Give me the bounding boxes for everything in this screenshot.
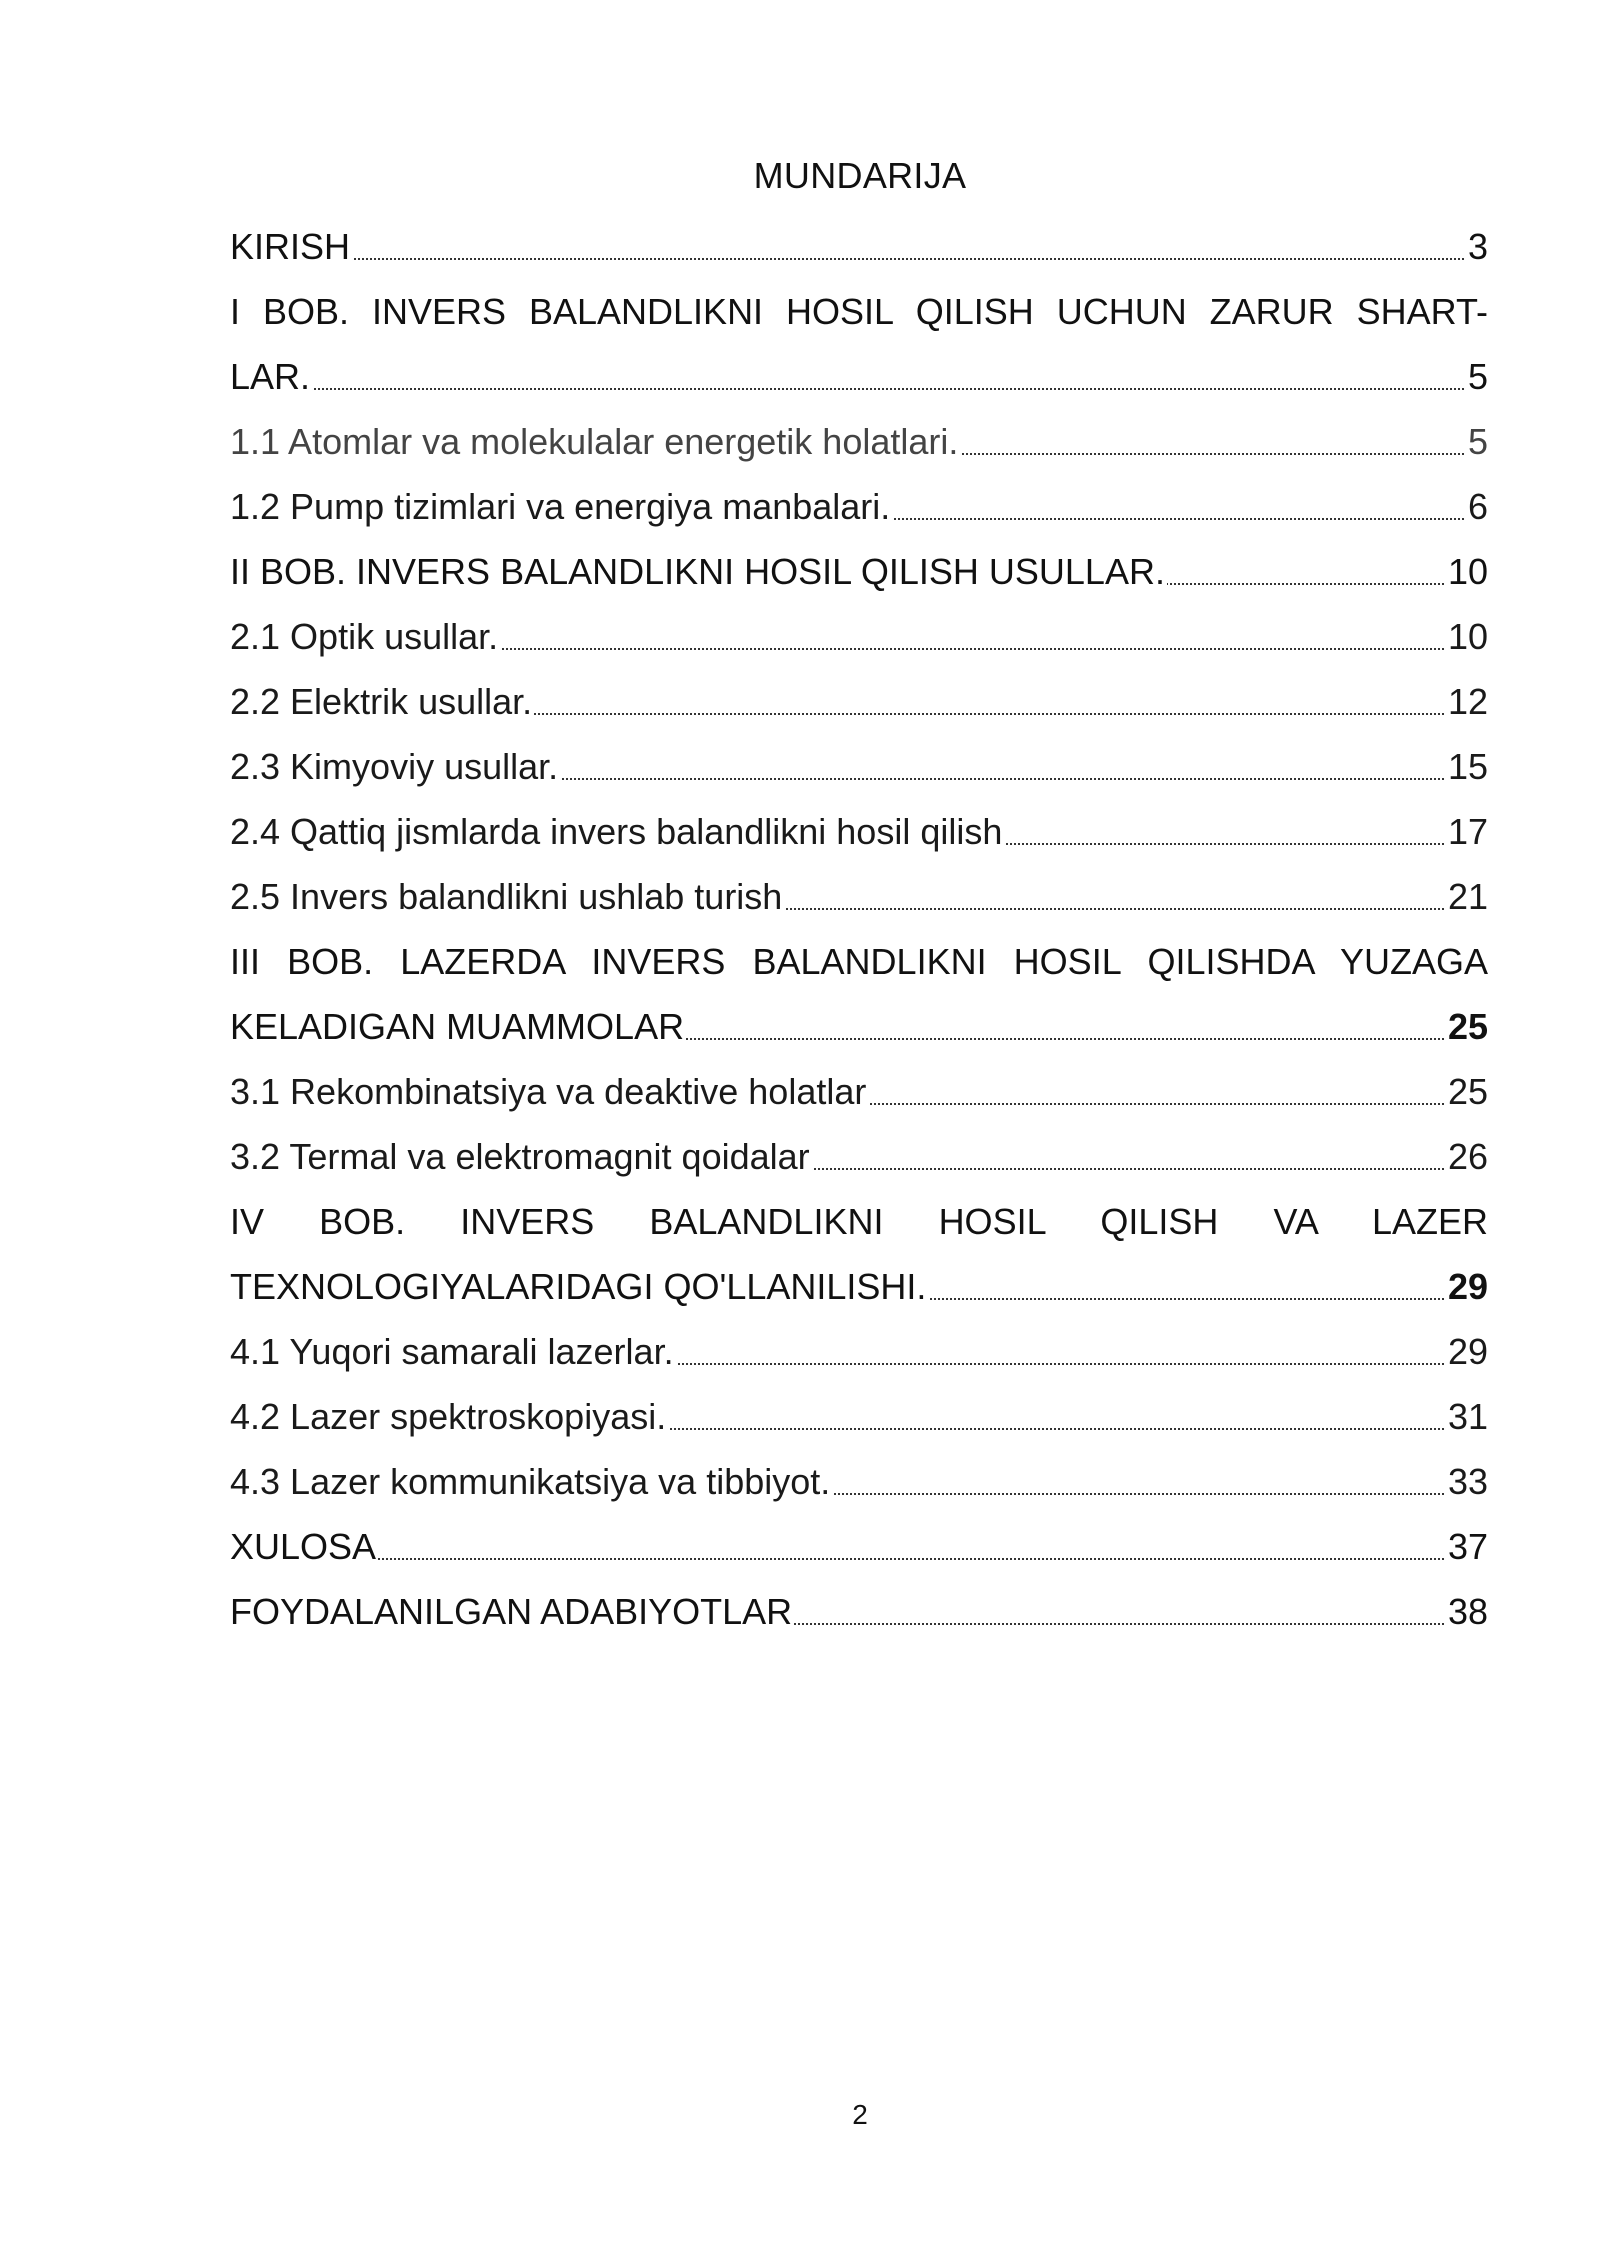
toc-entry-page: 21 [1446, 864, 1488, 929]
toc-entry[interactable] [230, 474, 1488, 539]
toc-entry-page: 10 [1446, 539, 1488, 604]
toc-entry-label: KELADIGAN MUAMMOLAR [230, 994, 686, 1059]
toc-entry-page: 5 [1466, 344, 1488, 409]
toc-entry[interactable] [230, 604, 1488, 669]
toc-entry-page: 5 [1466, 409, 1488, 474]
toc-title: MUNDARIJA [753, 155, 967, 196]
dot-leader [230, 1558, 1488, 1560]
toc-entry-page: 17 [1446, 799, 1488, 864]
toc-entry-label: 4.1 Yuqori samarali lazerlar. [230, 1319, 676, 1384]
toc-entry[interactable] [230, 994, 1488, 1059]
toc-entry[interactable] [230, 279, 1488, 344]
toc-entry[interactable] [230, 1449, 1488, 1514]
page-number: 2 [852, 2099, 868, 2130]
toc-entry-page: 12 [1446, 669, 1488, 734]
toc-entry-label: 2.5 Invers balandlikni ushlab turish [230, 864, 784, 929]
toc-entry-page: 31 [1446, 1384, 1488, 1449]
toc-entry-page: 29 [1446, 1319, 1488, 1384]
toc-entry[interactable] [230, 1579, 1488, 1644]
toc-entry-label: TEXNOLOGIYALARIDAGI QO'LLANILISHI. [230, 1254, 928, 1319]
toc-entry-label: 2.1 Optik usullar. [230, 604, 500, 669]
toc-entry-page: 6 [1466, 474, 1488, 539]
toc-entry-label: LAR. [230, 344, 312, 409]
toc-entry-label: 4.3 Lazer kommunikatsiya va tibbiyot. [230, 1449, 832, 1514]
toc-entry[interactable] [230, 1514, 1488, 1579]
toc-entry[interactable] [230, 799, 1488, 864]
toc-entry[interactable] [230, 1059, 1488, 1124]
toc-entry[interactable] [230, 1189, 1488, 1254]
toc-entry-page: 15 [1446, 734, 1488, 799]
toc-entry-page: 10 [1446, 604, 1488, 669]
toc-entry-label: III BOB. LAZERDA INVERS BALANDLIKNI HOSIL QILISHDA YUZAGA [230, 929, 1488, 994]
toc-entry[interactable] [230, 1384, 1488, 1449]
toc-entry[interactable] [230, 1254, 1488, 1319]
toc-entry[interactable] [230, 1319, 1488, 1384]
toc-entry-label: KIRISH [230, 214, 352, 279]
toc-entry[interactable] [230, 1124, 1488, 1189]
toc-entry-page: 33 [1446, 1449, 1488, 1514]
toc-entry[interactable] [230, 929, 1488, 994]
toc-entry-page: 25 [1446, 1059, 1488, 1124]
toc-entry[interactable] [230, 864, 1488, 929]
toc-entry-page: 38 [1446, 1579, 1488, 1644]
toc-entry-label: 2.4 Qattiq jismlarda invers balandlikni hosil qilish [230, 799, 1004, 864]
toc-entry-label: 1.1 Atomlar va molekulalar energetik holatlari. [230, 409, 960, 474]
toc-entry[interactable] [230, 409, 1488, 474]
toc-entry-label: 3.1 Rekombinatsiya va deaktive holatlar [230, 1059, 868, 1124]
toc-entry[interactable] [230, 734, 1488, 799]
toc-entry[interactable] [230, 344, 1488, 409]
toc-entry-label: 2.3 Kimyoviy usullar. [230, 734, 560, 799]
toc-entry[interactable] [230, 214, 1488, 279]
toc-entry-label: IV BOB. INVERS BALANDLIKNI HOSIL QILISH VA LAZER [230, 1189, 1488, 1254]
toc-entry-label: I BOB. INVERS BALANDLIKNI HOSIL QILISH UCHUN ZARUR SHART- [230, 279, 1488, 344]
dot-leader [230, 388, 1488, 390]
toc-entry-page: 29 [1446, 1254, 1488, 1319]
toc-entry-page: 26 [1446, 1124, 1488, 1189]
toc-entry-label: 2.2 Elektrik usullar. [230, 669, 534, 734]
toc-entry-label: 3.2 Termal va elektromagnit qoidalar [230, 1124, 812, 1189]
toc-entry-label: XULOSA [230, 1514, 378, 1579]
toc-entry-page: 25 [1446, 994, 1488, 1059]
table-of-contents [230, 214, 1488, 1644]
toc-entry-page: 3 [1466, 214, 1488, 279]
dot-leader [230, 258, 1488, 260]
toc-entry[interactable] [230, 669, 1488, 734]
toc-entry[interactable] [230, 539, 1488, 604]
toc-entry-label: 1.2 Pump tizimlari va energiya manbalari. [230, 474, 892, 539]
toc-entry-label: FOYDALANILGAN ADABIYOTLAR [230, 1579, 794, 1644]
toc-entry-page: 37 [1446, 1514, 1488, 1579]
toc-entry-label: II BOB. INVERS BALANDLIKNI HOSIL QILISH USULLAR. [230, 539, 1167, 604]
toc-entry-label: 4.2 Lazer spektroskopiyasi. [230, 1384, 668, 1449]
